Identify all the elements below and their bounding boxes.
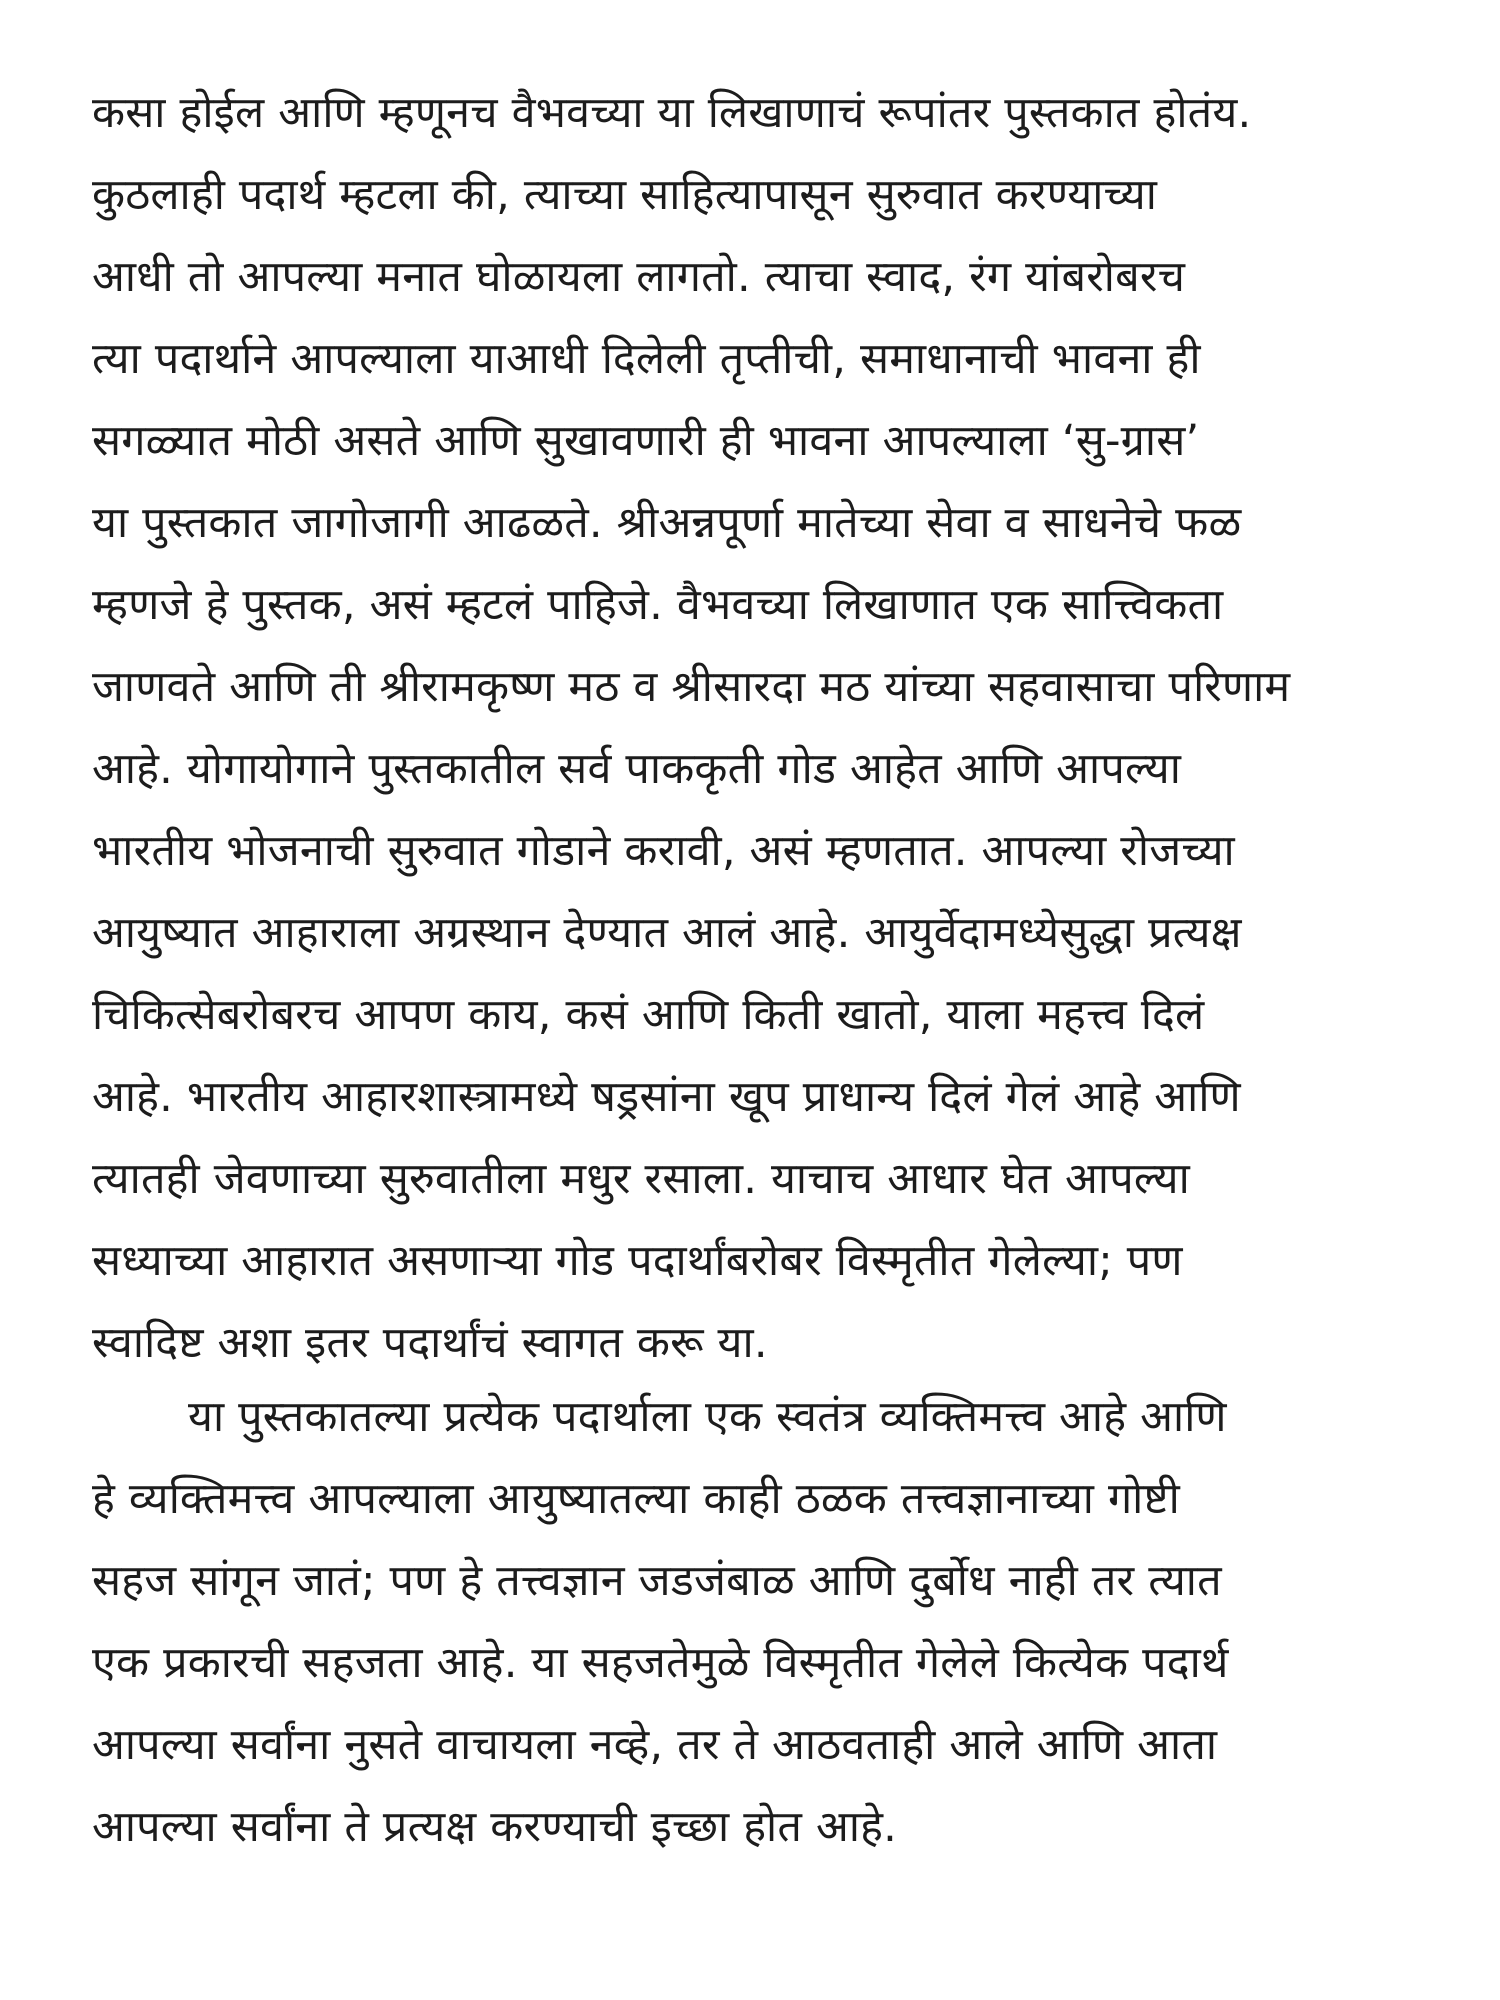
- text-line: सगळ्यात मोठी असते आणि सुखावणारी ही भावना आपल्याला ‘सु-ग्रास’: [92, 416, 1200, 466]
- text-line: या पुस्तकात जागोजागी आढळते. श्रीअन्नपूर्णा मातेच्या सेवा व साधनेचे फळ: [92, 498, 1242, 548]
- text-line: त्या पदार्थाने आपल्याला याआधी दिलेली तृप्तीची, समाधानाची भावना ही: [92, 334, 1201, 384]
- text-line: सध्याच्या आहारात असणाऱ्या गोड पदार्थांबरोबर विस्मृतीत गेलेल्या; पण: [92, 1236, 1183, 1286]
- text-line: चिकित्सेबरोबरच आपण काय, कसं आणि किती खातो, याला महत्त्व दिलं: [92, 990, 1205, 1040]
- text-line: आपल्या सर्वांना ते प्रत्यक्ष करण्याची इच्छा होत आहे.: [92, 1802, 898, 1852]
- text-line: एक प्रकारची सहजता आहे. या सहजतेमुळे विस्मृतीत गेलेले कित्येक पदार्थ: [92, 1638, 1229, 1688]
- text-line: कसा होईल आणि म्हणूनच वैभवच्या या लिखाणाचं रूपांतर पुस्तकात होतंय.: [92, 88, 1252, 138]
- text-line: आहे. योगायोगाने पुस्तकातील सर्व पाककृती गोड आहेत आणि आपल्या: [92, 744, 1182, 794]
- text-line: आधी तो आपल्या मनात घोळायला लागतो. त्याचा स्वाद, रंग यांबरोबरच: [92, 252, 1186, 302]
- text-line: आहे. भारतीय आहारशास्त्रामध्ये षड्रसांना खूप प्राधान्य दिलं गेलं आहे आणि: [92, 1072, 1241, 1122]
- text-line: कुठलाही पदार्थ म्हटला की, त्याच्या साहित्यापासून सुरुवात करण्याच्या: [92, 170, 1158, 220]
- text-line: जाणवते आणि ती श्रीरामकृष्ण मठ व श्रीसारदा मठ यांच्या सहवासाचा परिणाम: [92, 662, 1291, 712]
- text-line: या पुस्तकातल्या प्रत्येक पदार्थाला एक स्वतंत्र व्यक्तिमत्त्व आहे आणि: [188, 1392, 1227, 1442]
- text-line: आपल्या सर्वांना नुसते वाचायला नव्हे, तर ते आठवताही आले आणि आता: [92, 1720, 1218, 1770]
- text-line: त्यातही जेवणाच्या सुरुवातीला मधुर रसाला. याचाच आधार घेत आपल्या: [92, 1154, 1190, 1204]
- text-line: सहज सांगून जातं; पण हे तत्त्वज्ञान जडजंबाळ आणि दुर्बोध नाही तर त्यात: [92, 1556, 1222, 1606]
- text-line: हे व्यक्तिमत्त्व आपल्याला आयुष्यातल्या काही ठळक तत्त्वज्ञानाच्या गोष्टी: [92, 1474, 1180, 1524]
- text-line: स्वादिष्ट अशा इतर पदार्थांचं स्वागत करू या.: [92, 1318, 768, 1368]
- text-line: आयुष्यात आहाराला अग्रस्थान देण्यात आलं आहे. आयुर्वेदामध्येसुद्धा प्रत्यक्ष: [92, 908, 1242, 958]
- text-line: म्हणजे हे पुस्तक, असं म्हटलं पाहिजे. वैभवच्या लिखाणात एक सात्त्विकता: [92, 580, 1224, 630]
- paragraph-2: [92, 1376, 1422, 1868]
- paragraph-1: [92, 72, 1422, 1384]
- text-line: भारतीय भोजनाची सुरुवात गोडाने करावी, असं म्हणतात. आपल्या रोजच्या: [92, 826, 1235, 876]
